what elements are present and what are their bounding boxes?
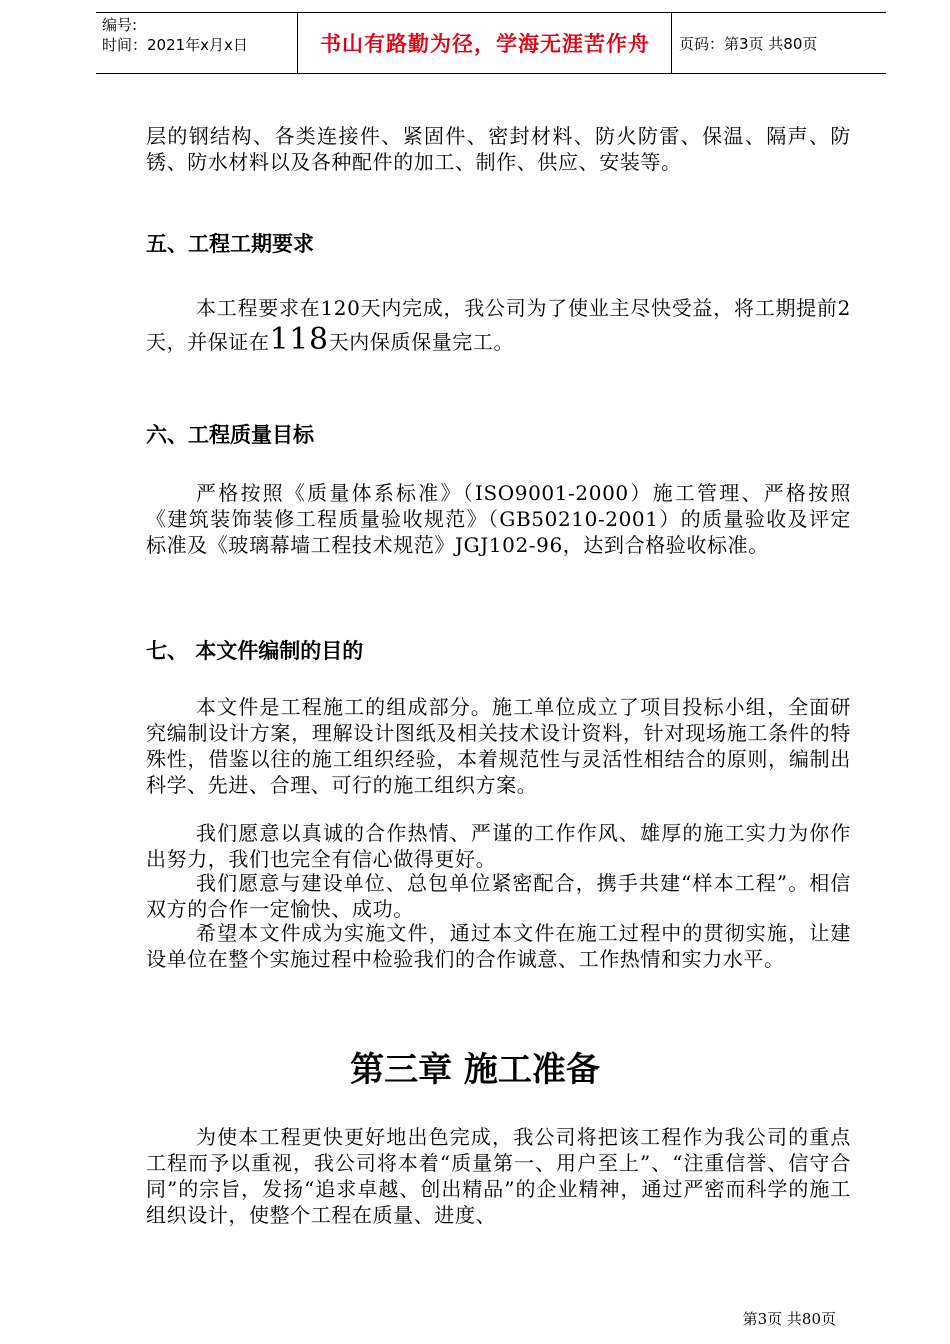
header-divider [297, 13, 298, 73]
section7-paragraph-3: 我们愿意与建设单位、总包单位紧密配合，携手共建“样本工程”。相信双方的合作一定愉快、成功。 [146, 871, 851, 921]
chapter3-paragraph-1: 为使本工程更快更好地出色完成，我公司将把该工程作为我公司的重点工程而予以重视，我公司将本着“质量第一、用户至上”、“注重信誉、信守合同”的宗旨，发扬“追求卓越、创出精品”的企业精神，通过严密而科学的施工组织设计，使整个工程在质量、进度、 [146, 1125, 851, 1227]
section5-text-pre: 本工程要求在120天内完成，我公司为了使业主尽快受益，将工期提前2天，并保证在 [146, 296, 851, 354]
header-motto: 书山有路勤为径，学海无涯苦作舟 [320, 32, 650, 56]
section6-paragraph: 严格按照《质量体系标准》（ISO9001-2000）施工管理、严格按照《建筑装饰装修工程质量验收规范》（GB50210-2001）的质量验收及评定标准及《玻璃幕墙工程技术规范》JGJ102-96，达到合格验收标准。 [146, 481, 851, 557]
time-label: 时间：2021年x月x日 [102, 36, 248, 54]
section7-paragraph-1: 本文件是工程施工的组成部分。施工单位成立了项目投标小组，全面研究编制设计方案，理解设计图纸及相关技术设计资料，针对现场施工条件的特殊性，借鉴以往的施工组织经验，本着规范性与灵活性相结合的原则，编制出科学、先进、合理、可行的施工组织方案。 [146, 695, 851, 797]
intro-paragraph: 层的钢结构、各类连接件、紧固件、密封材料、防火防雷、保温、隔声、防锈、防水材料以及各种配件的加工、制作、供应、安装等。 [146, 124, 851, 174]
section5-heading: 五、工程工期要求 [146, 232, 314, 256]
section7-heading: 七、 本文件编制的目的 [146, 639, 364, 663]
section5-text-post: 天内保质保量完工。 [328, 330, 515, 354]
section6-heading: 六、工程质量目标 [146, 423, 314, 447]
chapter-title: 第三章 施工准备 [350, 1050, 600, 1090]
header-meta [102, 15, 248, 55]
page-header [96, 12, 886, 74]
section5-highlight-number: 118 [269, 322, 329, 357]
section7-paragraph-4: 希望本文件成为实施文件，通过本文件在施工过程中的贯彻实施，让建设单位在整个实施过程中检验我们的合作诚意、工作热情和实力水平。 [146, 921, 851, 971]
header-divider [671, 13, 672, 73]
page-footer: 第3页 共80页 [742, 1310, 836, 1328]
section5-paragraph [146, 292, 851, 358]
header-page-label: 页码：第3页 共80页 [679, 35, 818, 53]
section7-paragraph-2: 我们愿意以真诚的合作热情、严谨的工作作风、雄厚的施工实力为你作出努力，我们也完全有信心做得更好。 [146, 821, 851, 871]
doc-number-label: 编号: [102, 16, 138, 34]
